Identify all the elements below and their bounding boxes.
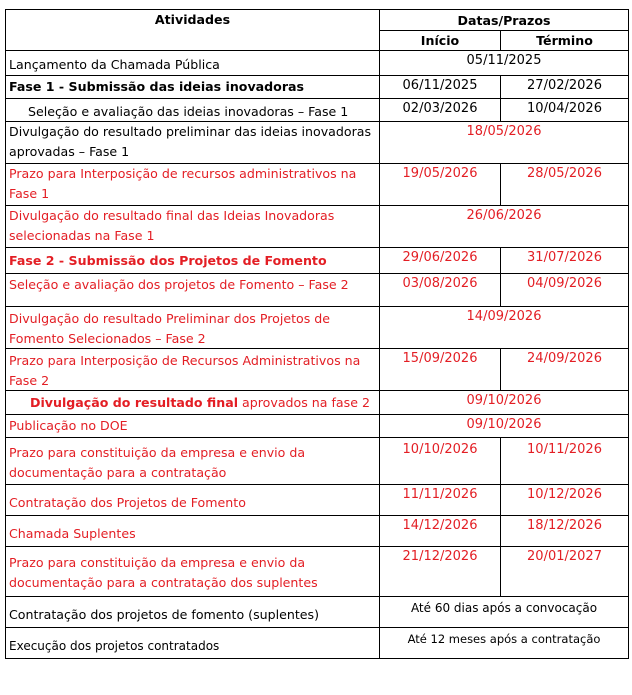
table-row [6, 516, 629, 547]
activity-cell: Fase 1 - Submissão das ideias inovadoras [6, 75, 380, 98]
table-row [6, 164, 629, 206]
activity-cell: Contratação dos projetos de fomento (suplentes) [6, 597, 380, 628]
table-row [6, 122, 629, 164]
activity-cell: Fase 2 - Submissão dos Projetos de Fomento [6, 248, 380, 274]
start-date-cell: 02/03/2026 [380, 98, 501, 122]
activity-cell: Prazo para Interposição de recursos administrativos na Fase 1 [6, 164, 380, 206]
table-row [6, 51, 629, 76]
date-cell: 14/09/2026 [380, 307, 629, 349]
activity-cell: Seleção e avaliação das ideias inovadoras – Fase 1 [6, 98, 380, 122]
end-date-cell: 04/09/2026 [501, 274, 629, 307]
activity-cell: Lançamento da Chamada Pública [6, 51, 380, 76]
start-date-cell: 19/05/2026 [380, 164, 501, 206]
date-cell: 09/10/2026 [380, 415, 629, 438]
table-row [6, 307, 629, 349]
end-date-cell: 10/11/2026 [501, 438, 629, 485]
activity-cell: Chamada Suplentes [6, 516, 380, 547]
date-cell: 26/06/2026 [380, 206, 629, 248]
start-date-cell: 14/12/2026 [380, 516, 501, 547]
activity-rest-part: aprovados na fase 2 [238, 394, 370, 410]
table-row [6, 415, 629, 438]
start-date-cell: 29/06/2026 [380, 248, 501, 274]
activity-cell: Prazo para Interposição de Recursos Administrativos na Fase 2 [6, 349, 380, 391]
table-row [6, 438, 629, 485]
activity-cell: Divulgação do resultado Preliminar dos Projetos de Fomento Selecionados – Fase 2 [6, 307, 380, 349]
activity-cell: Publicação no DOE [6, 415, 380, 438]
table-row [6, 391, 629, 415]
table-row [6, 628, 629, 659]
start-date-cell: 11/11/2026 [380, 485, 501, 516]
schedule-table [5, 9, 629, 659]
date-cell: 09/10/2026 [380, 391, 629, 415]
activity-bold-part: Divulgação do resultado final [30, 394, 239, 410]
table-row [6, 98, 629, 122]
table-row [6, 75, 629, 98]
end-date-cell: 18/12/2026 [501, 516, 629, 547]
start-date-cell: 06/11/2025 [380, 75, 501, 98]
table-row [6, 274, 629, 307]
end-date-cell: 27/02/2026 [501, 75, 629, 98]
header-activities: Atividades [6, 10, 380, 51]
start-date-cell: 03/08/2026 [380, 274, 501, 307]
end-date-cell: 20/01/2027 [501, 547, 629, 597]
start-date-cell: 21/12/2026 [380, 547, 501, 597]
start-date-cell: 10/10/2026 [380, 438, 501, 485]
table-row [6, 547, 629, 597]
date-cell: 18/05/2026 [380, 122, 629, 164]
date-cell: Até 60 dias após a convocação [380, 597, 629, 628]
end-date-cell: 31/07/2026 [501, 248, 629, 274]
table-row [6, 248, 629, 274]
date-cell: 05/11/2025 [380, 51, 629, 76]
end-date-cell: 24/09/2026 [501, 349, 629, 391]
table-row [6, 206, 629, 248]
table-row [6, 597, 629, 628]
activity-cell: Prazo para constituição da empresa e envio da documentação para a contratação dos suplentes [6, 547, 380, 597]
table-row [6, 349, 629, 391]
end-date-cell: 10/04/2026 [501, 98, 629, 122]
activity-cell: Prazo para constituição da empresa e envio da documentação para a contratação [6, 438, 380, 485]
start-date-cell: 15/09/2026 [380, 349, 501, 391]
header-start: Início [380, 31, 501, 51]
table-row [6, 485, 629, 516]
header-dates: Datas/Prazos [380, 10, 629, 31]
end-date-cell: 10/12/2026 [501, 485, 629, 516]
activity-cell: Contratação dos Projetos de Fomento [6, 485, 380, 516]
activity-cell: Execução dos projetos contratados [6, 628, 380, 659]
date-cell: Até 12 meses após a contratação [380, 628, 629, 659]
activity-cell: Divulgação do resultado final das Ideias Inovadoras selecionadas na Fase 1 [6, 206, 380, 248]
activity-cell [6, 391, 380, 415]
header-row [6, 10, 629, 31]
activity-cell: Divulgação do resultado preliminar das ideias inovadoras aprovadas – Fase 1 [6, 122, 380, 164]
end-date-cell: 28/05/2026 [501, 164, 629, 206]
header-end: Término [501, 31, 629, 51]
activity-cell: Seleção e avaliação dos projetos de Fomento – Fase 2 [6, 274, 380, 307]
